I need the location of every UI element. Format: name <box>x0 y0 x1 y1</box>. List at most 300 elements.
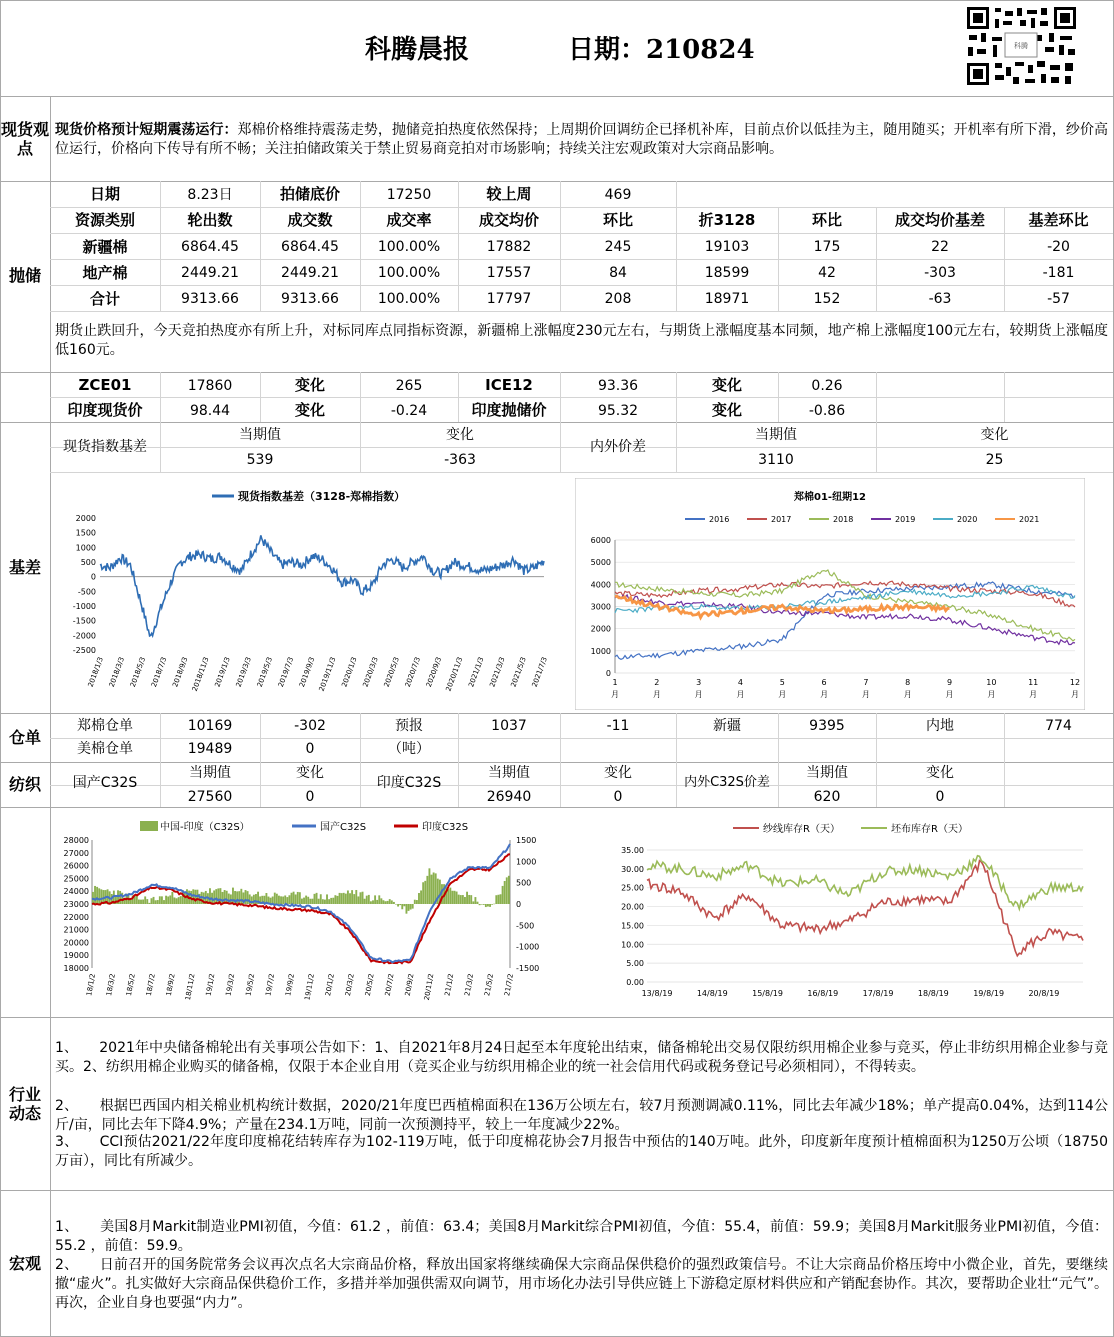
diff-bar <box>403 904 405 906</box>
diff-bar <box>280 896 282 904</box>
x-tick-label: 19/11/2 <box>303 972 316 1001</box>
diff-bar <box>291 893 293 904</box>
diff-bar <box>508 876 510 904</box>
x-tick-label: 月 <box>778 690 787 699</box>
y-tick-label: -2000 <box>72 631 96 641</box>
reserve-table-cell: -303 <box>924 265 956 281</box>
y2-tick-label: 1500 <box>516 836 537 845</box>
industry-item-3: 3、 CCI预估2021/22年度印度棉花结转库存为102-119万吨，低于印度棉花协会7月报告中预估的140万吨。此外，印度新年度预计植棉面积为1250万公顷（18750万亩），同比有所减少。 <box>55 1134 1108 1169</box>
india-spot-value: 98.44 <box>189 403 231 419</box>
x-tick-label: 19/5/2 <box>244 972 257 997</box>
legend-label: 纱线库存R（天） <box>763 824 840 835</box>
diff-bar <box>370 901 372 904</box>
cn-c32s-chg: 0 <box>305 789 315 805</box>
diff-bar <box>171 892 173 904</box>
y-tick-label: 3000 <box>590 602 611 612</box>
reserve-note: 期货止跌回升，今天竞拍热度亦有所上升，对标同库点同指标资源，新疆棉上涨幅度230元左右，与期货上涨幅度基本同频，地产棉上涨幅度100元左右，较期货上涨幅度低160元。 <box>55 323 1108 358</box>
diff-bar <box>161 896 163 904</box>
io-cur-label: 当期值 <box>806 765 848 781</box>
y-tick-label: 20.00 <box>621 902 644 912</box>
reserve-header-cell: 基差环比 <box>1028 211 1089 229</box>
x-tick-label: 2018/1/3 <box>86 655 105 689</box>
x-tick-label: 20/3/2 <box>343 972 356 997</box>
series-line <box>647 856 1083 909</box>
x-tick-label: 2021/1/3 <box>467 655 486 689</box>
diff-bar <box>462 895 464 904</box>
basis-chg: -363 <box>444 452 476 468</box>
diff-bar <box>422 882 424 904</box>
x-tick-label: 月 <box>1071 690 1079 699</box>
diff-bar <box>232 888 234 904</box>
x-tick-label: 20/11/2 <box>422 972 436 1001</box>
x-tick-label: 19/7/2 <box>264 972 277 997</box>
x-tick-label: 2019/5/3 <box>255 655 275 689</box>
chart-inventory-days <box>605 812 1095 1014</box>
chart-c32s-prices <box>52 812 552 1014</box>
x-tick-label: 9 <box>946 678 953 687</box>
legend-label: 2021 <box>1019 515 1040 524</box>
y-tick-label: 22000 <box>63 912 89 922</box>
diff-bar <box>500 894 502 904</box>
x-tick-label: 2019/1/3 <box>213 655 232 689</box>
legend-label: 现货指数基差（3128-郑棉指数） <box>238 490 406 503</box>
section-reserve: 抛储 <box>8 266 41 285</box>
y-tick-label: 0 <box>90 572 96 582</box>
diff-bar <box>299 892 301 904</box>
section-warehouse: 仓单 <box>8 728 41 747</box>
diff-bar <box>362 892 364 904</box>
diff-bar <box>466 892 468 904</box>
reserve-vs-week-label: 较上周 <box>486 185 532 203</box>
reserve-table-cell: 100.00% <box>377 265 441 281</box>
reserve-floor-label: 拍储底价 <box>279 185 340 203</box>
reserve-table-cell: 245 <box>604 239 632 255</box>
diff-bar <box>349 893 351 904</box>
diff-bar <box>468 895 470 904</box>
diff-bar <box>502 886 504 904</box>
y-tick-label: 4000 <box>590 580 611 590</box>
x-tick-label: 2019/7/3 <box>276 655 296 689</box>
svg-text:科腾: 科腾 <box>1014 42 1028 50</box>
diff-bar <box>247 891 249 904</box>
reserve-table-cell: 18599 <box>704 265 750 281</box>
x-tick-label: 18/11/2 <box>183 972 197 1001</box>
reserve-header-cell: 成交数 <box>287 211 333 229</box>
ice-chg-label: 变化 <box>711 376 742 394</box>
io-c32s: 620 <box>813 789 841 805</box>
x-tick-label: 5 <box>779 678 785 687</box>
diff-bar <box>282 897 284 904</box>
y-tick-label: 18000 <box>63 964 89 973</box>
legend-swatch <box>140 821 158 831</box>
reserve-table-cell: 42 <box>818 265 836 281</box>
diff-bar <box>297 892 299 904</box>
ice-value: 93.36 <box>597 378 639 394</box>
io-c32s-chg: 0 <box>935 789 945 805</box>
forecast-label: 预报 <box>395 718 423 734</box>
io-cur: 3110 <box>758 452 794 468</box>
diff-bar <box>454 891 456 904</box>
diff-bar <box>376 900 378 904</box>
basis-cur-label: 当期值 <box>239 427 281 443</box>
chart-spot-basis <box>52 478 552 710</box>
reserve-vs-week: 469 <box>604 187 632 203</box>
diff-bar <box>355 890 357 904</box>
diff-bar <box>192 889 194 904</box>
diff-bar <box>416 900 418 904</box>
io-cur-label: 当期值 <box>755 427 797 443</box>
y-tick-label: 28000 <box>63 836 89 845</box>
in-c32s-chg: 0 <box>613 789 623 805</box>
zce-label: ZCE01 <box>78 376 132 394</box>
x-tick-label: 18/3/2 <box>105 972 117 997</box>
io-c32s-label: 内外C32S价差 <box>684 775 770 790</box>
x-tick-label: 2 <box>654 678 660 687</box>
y-tick-label: 27000 <box>63 848 89 858</box>
x-tick-label: 2021/7/3 <box>530 655 549 689</box>
reserve-header-cell: 成交均价 <box>478 211 539 229</box>
series-line <box>100 535 544 636</box>
reserve-table-cell: 9313.66 <box>281 291 339 307</box>
diff-bar <box>142 899 144 904</box>
cn-chg-label: 变化 <box>296 765 324 781</box>
inland-value: 774 <box>1045 718 1072 734</box>
india-reserve-value: 95.32 <box>597 403 639 419</box>
reserve-table-cell: 18971 <box>704 291 750 307</box>
diff-bar <box>456 892 458 904</box>
diff-bar <box>447 889 449 904</box>
diff-bar <box>322 899 324 904</box>
diff-bar <box>144 896 146 904</box>
series-line <box>92 854 510 963</box>
reserve-table-cell: 6864.45 <box>181 239 239 255</box>
x-tick-label: 6 <box>821 678 827 687</box>
section-industry: 行业动态 <box>9 1085 42 1123</box>
x-tick-label: 月 <box>987 690 996 699</box>
legend-label: 2017 <box>771 515 792 524</box>
diff-bar <box>385 901 387 904</box>
reserve-floor: 17250 <box>386 187 432 203</box>
diff-bar <box>410 904 412 910</box>
report-title: 科腾晨报 <box>365 35 470 65</box>
diff-bar <box>140 900 142 904</box>
diff-bar <box>119 891 121 904</box>
y-tick-label: 1000 <box>75 543 96 553</box>
diff-bar <box>451 891 453 904</box>
zce-chg-label: 变化 <box>294 376 325 394</box>
y-tick-label: 2000 <box>590 624 611 634</box>
in-chg-label: 变化 <box>604 765 632 781</box>
diff-bar <box>401 904 403 909</box>
diff-bar <box>364 899 366 904</box>
basis-cur: 539 <box>246 452 274 468</box>
diff-bar <box>406 904 408 914</box>
zce-warehouse: 10169 <box>187 718 233 734</box>
diff-bar <box>477 902 479 904</box>
y-tick-label: 26000 <box>63 861 89 871</box>
diff-bar <box>487 904 489 907</box>
diff-bar <box>424 881 426 904</box>
diff-bar <box>148 903 150 904</box>
india-spot-chg: -0.24 <box>390 403 428 419</box>
x-tick-label: 15/8/19 <box>752 989 783 998</box>
reserve-table-cell: -63 <box>928 291 952 307</box>
diff-bar <box>343 893 345 904</box>
x-tick-label: 2020/5/3 <box>382 655 401 689</box>
section-textile: 纺织 <box>8 775 41 794</box>
chart-title: 郑棉01-纽期12 <box>794 492 866 503</box>
y-tick-label: 19000 <box>63 951 89 961</box>
y-tick-label: 21000 <box>63 925 89 935</box>
diff-bar <box>330 898 332 904</box>
reserve-table-cell: 9313.66 <box>181 291 239 307</box>
x-tick-label: 19/9/2 <box>284 972 297 997</box>
diff-bar <box>408 904 410 911</box>
diff-bar <box>470 895 472 904</box>
diff-bar <box>485 904 487 907</box>
diff-bar <box>238 891 240 904</box>
diff-bar <box>311 899 313 904</box>
x-tick-label: 月 <box>1029 690 1038 699</box>
forecast-unit: （吨） <box>388 741 430 757</box>
diff-bar <box>286 897 288 904</box>
diff-bar <box>151 898 153 904</box>
diff-bar <box>284 895 286 904</box>
section-macro: 宏观 <box>8 1254 41 1273</box>
y-tick-label: 35.00 <box>621 846 644 855</box>
basis-index-label: 现货指数基差 <box>63 439 147 455</box>
xinjiang-label: 新疆 <box>713 718 741 734</box>
x-tick-label: 20/7/2 <box>383 972 396 997</box>
y-tick-label: 23000 <box>63 900 89 909</box>
legend-label: 国产C32S <box>320 822 367 833</box>
reserve-table-cell: -57 <box>1047 291 1070 307</box>
x-tick-label: 20/9/2 <box>403 972 416 997</box>
diff-bar <box>393 902 395 904</box>
macro-item-2: 2、 日前召开的国务院常务会议再次点名大宗商品价格，释放出国家将继续确保大宗商品保供稳价的强烈政策信号。不让大宗商品价格压垮中小微企业，首先，要继续撤“虚火”。扎实做好大宗商品保供稳价工作，多措并举加强供需双向调节，用市场化办法引导供应链上下游稳定原材料供应和产销配套协作。其次，要帮助企业壮“元气”。再次，企业自身也要强“内力”。 <box>55 1257 1108 1311</box>
diff-bar <box>146 899 148 904</box>
diff-bar <box>372 900 374 904</box>
reserve-header-cell: 轮出数 <box>187 211 233 229</box>
ice-label: ICE12 <box>485 376 533 394</box>
diff-bar <box>309 899 311 904</box>
diff-bar <box>303 898 305 904</box>
reserve-date-label: 日期 <box>89 185 120 203</box>
diff-bar <box>433 872 435 904</box>
us-warehouse: 19489 <box>187 741 233 757</box>
chart-zce-ice-spread <box>575 478 1085 710</box>
diff-bar <box>353 894 355 904</box>
x-tick-label: 20/1/2 <box>324 972 336 997</box>
diff-bar <box>474 897 476 904</box>
x-tick-label: 18/7/2 <box>144 972 157 997</box>
reserve-header-cell: 资源类别 <box>74 211 135 229</box>
diff-bar <box>391 900 393 904</box>
diff-bar <box>167 896 169 904</box>
diff-bar <box>314 894 316 904</box>
reserve-header-cell: 成交率 <box>386 211 432 229</box>
y2-tick-label: 500 <box>516 878 532 888</box>
y-tick-label: -1500 <box>72 616 96 626</box>
reserve-header-cell: 环比 <box>811 211 842 229</box>
in-c32s-label: 印度C32S <box>376 775 442 791</box>
diff-bar <box>345 894 347 904</box>
x-tick-label: 19/3/2 <box>224 972 237 997</box>
diff-bar <box>163 900 165 904</box>
x-tick-label: 3 <box>696 678 702 687</box>
x-tick-label: 2020/1/3 <box>340 655 359 689</box>
diff-bar <box>169 895 171 904</box>
diff-bar <box>366 896 368 904</box>
legend-label: 印度C32S <box>422 822 469 833</box>
io-chg: 25 <box>985 452 1004 468</box>
reserve-table-cell: -20 <box>1047 239 1070 255</box>
reserve-table-cell: 17882 <box>486 239 532 255</box>
y-tick-label: -500 <box>77 587 96 597</box>
x-tick-label: 19/8/19 <box>973 989 1005 998</box>
reserve-table-cell: 17557 <box>486 265 532 281</box>
india-reserve-chg: -0.86 <box>808 403 846 419</box>
y-tick-label: 25000 <box>63 874 89 884</box>
diff-bar <box>399 904 401 905</box>
diff-bar <box>334 895 336 904</box>
x-tick-label: 21/1/2 <box>443 972 456 997</box>
reserve-header-cell: 成交均价基差 <box>894 211 985 229</box>
india-reserve-label: 印度抛储价 <box>471 401 547 419</box>
diff-bar <box>428 868 430 904</box>
y-tick-label: 10.00 <box>621 940 644 950</box>
x-tick-label: 17/8/19 <box>862 989 894 998</box>
diff-bar <box>479 904 481 905</box>
diff-bar <box>380 898 382 904</box>
diff-bar <box>320 894 322 904</box>
x-tick-label: 2019/3/3 <box>234 655 253 689</box>
diff-bar <box>504 881 506 904</box>
x-tick-label: 16/8/19 <box>807 989 839 998</box>
diff-bar <box>178 897 180 904</box>
x-tick-label: 2018/9/3 <box>171 655 190 689</box>
diff-bar <box>276 894 278 904</box>
qr-code-icon <box>965 5 1078 87</box>
y-tick-label: 0 <box>605 669 611 678</box>
x-tick-label: 2018/3/3 <box>107 655 127 689</box>
diff-bar <box>483 904 485 905</box>
diff-bar <box>98 888 100 904</box>
x-tick-label: 7 <box>863 678 869 687</box>
spot-view-paragraph <box>55 121 1108 159</box>
zce-warehouse-label: 郑棉仓单 <box>77 718 133 734</box>
x-tick-label: 21/7/2 <box>503 972 515 997</box>
diff-bar <box>176 898 178 904</box>
diff-bar <box>420 890 422 904</box>
reserve-table-cell: 100.00% <box>377 239 441 255</box>
diff-bar <box>378 895 380 904</box>
diff-bar <box>460 895 462 904</box>
y-tick-label: 15.00 <box>621 921 644 931</box>
diff-bar <box>506 877 508 904</box>
x-tick-label: 20/5/2 <box>363 972 376 997</box>
india-spot-label: 印度现货价 <box>67 401 143 419</box>
reserve-header-cell: 环比 <box>602 211 633 229</box>
reserve-table-cell: -181 <box>1042 265 1075 281</box>
diff-bar <box>324 900 326 904</box>
x-tick-label: 20/8/19 <box>1028 989 1060 998</box>
industry-item-2: 2、 根据巴西国内相关棉业机构统计数据，2020/21年度巴西植棉面积在136万公顷左右，较7月预测调减0.11%，同比去年减少18%；单产提高0.04%，达到114公斤/亩，同比去年下降4.9%；产量在234.1万吨，同前一次预测持平，较上一年度减少22%。 <box>55 1098 1108 1133</box>
x-tick-label: 月 <box>945 690 954 699</box>
section-basis: 基差 <box>8 558 41 577</box>
x-tick-label: 月 <box>861 690 870 699</box>
diff-bar <box>301 899 303 904</box>
diff-bar <box>387 901 389 904</box>
x-tick-label: 11 <box>1028 678 1039 687</box>
cn-c32s: 27560 <box>187 789 233 805</box>
x-tick-label: 4 <box>737 678 744 687</box>
diff-bar <box>464 897 466 904</box>
in-cur-label: 当期值 <box>488 765 530 781</box>
inner-outer-label: 内外价差 <box>590 439 646 455</box>
xinjiang-value: 9395 <box>809 718 845 734</box>
cn-c32s-label: 国产C32S <box>72 775 138 791</box>
y-tick-label: 5000 <box>590 558 611 568</box>
y-tick-label: 1500 <box>75 528 96 538</box>
diff-bar <box>180 896 182 904</box>
reserve-table-cell: 地产棉 <box>82 264 128 282</box>
y2-tick-label: -1500 <box>516 964 540 973</box>
diff-bar <box>159 896 161 904</box>
diff-bar <box>383 900 385 904</box>
diff-bar <box>240 889 242 904</box>
diff-bar <box>418 893 420 904</box>
reserve-table-cell: 175 <box>813 239 841 255</box>
y-tick-label: 20000 <box>63 938 89 948</box>
legend-label: 2019 <box>895 515 916 524</box>
forecast-chg: -11 <box>606 718 630 734</box>
reserve-table-cell: 152 <box>813 291 841 307</box>
y2-tick-label: 0 <box>516 900 522 909</box>
y-tick-label: -1000 <box>72 602 96 611</box>
diff-bar <box>493 904 495 905</box>
diff-bar <box>153 897 155 904</box>
diff-bar <box>307 897 309 904</box>
diff-bar <box>316 893 318 904</box>
x-tick-label: 2021/5/3 <box>509 655 528 689</box>
y-tick-label: 24000 <box>63 887 89 897</box>
diff-bar <box>328 899 330 904</box>
diff-bar <box>295 894 297 904</box>
reserve-table-cell: 2449.21 <box>281 265 339 281</box>
x-tick-label: 2018/5/3 <box>128 655 148 689</box>
macro-item-1: 1、 美国8月Markit制造业PMI初值，今值：61.2 ，前值：63.4；美国8月Markit综合PMI初值，今值：55.4，前值：59.9；美国8月Markit服务业PMI初值，今值：55.2 ，前值：59.9。 <box>55 1219 1108 1254</box>
india-reserve-chg-label: 变化 <box>711 401 742 419</box>
y2-tick-label: -500 <box>516 921 535 931</box>
reserve-table-cell: 208 <box>604 291 632 307</box>
x-tick-label: 13/8/19 <box>641 989 673 998</box>
basis-chg-label: 变化 <box>446 427 474 443</box>
x-tick-label: 月 <box>652 690 661 699</box>
y-tick-label: 6000 <box>590 536 611 545</box>
legend-label: 2018 <box>833 515 854 524</box>
y2-tick-label: -1000 <box>516 942 540 952</box>
ice-chg: 0.26 <box>811 378 843 394</box>
us-warehouse-chg: 0 <box>305 741 315 757</box>
reserve-table-cell: 新疆棉 <box>82 238 128 256</box>
diff-bar <box>341 893 343 904</box>
x-tick-label: 2018/7/3 <box>150 655 169 689</box>
reserve-table-cell: 2449.21 <box>181 265 239 281</box>
zce-warehouse-chg: -302 <box>294 718 326 734</box>
diff-bar <box>472 901 474 904</box>
diff-bar <box>426 876 428 904</box>
